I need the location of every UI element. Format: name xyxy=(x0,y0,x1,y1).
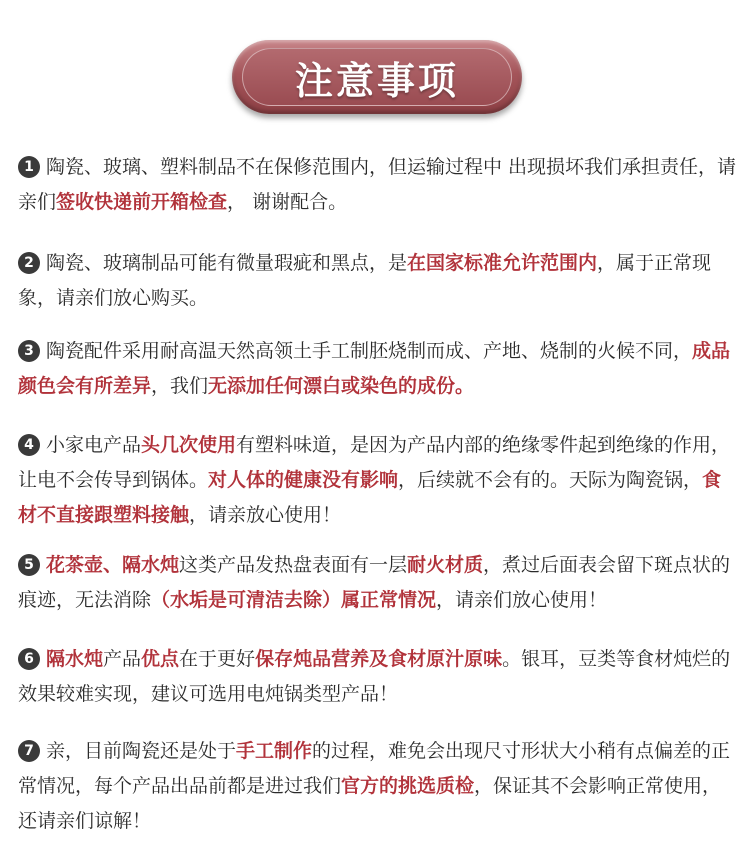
note-number-badge: 7 xyxy=(18,740,40,762)
note-item xyxy=(18,548,738,618)
note-highlight-text: 隔水炖 xyxy=(46,648,104,670)
page-title: 注意事项 xyxy=(294,58,459,103)
note-text: ，煮过后面表会留下斑点状的痕迹，无法消除 xyxy=(18,554,731,611)
note-item xyxy=(18,334,738,404)
note-highlight-text: 在国家标准允许范围内 xyxy=(407,252,598,274)
note-item xyxy=(18,150,738,220)
title-banner-inner xyxy=(242,48,512,106)
note-text: 陶瓷配件采用耐高温天然高领土手工制胚烧制而成、产地、烧制的火候不同， xyxy=(46,340,693,362)
note-text: 有塑料味道，是因为产品内部的绝缘零件起到绝缘的作用，让电不会传导到锅体。 xyxy=(18,434,731,491)
note-number-badge: 5 xyxy=(18,554,40,576)
note-text: ，请亲放心使用！ xyxy=(189,504,342,526)
note-highlight-text: 保存炖品营养及食材原汁原味 xyxy=(255,648,503,670)
note-highlight-text: 食材不直接跟塑料接触 xyxy=(18,469,722,526)
note-text: ，我们 xyxy=(151,375,209,397)
note-highlight-text: 优点 xyxy=(141,648,180,670)
note-text: 在于更好 xyxy=(179,648,256,670)
note-highlight-text: 签收快递前开箱检查 xyxy=(56,191,228,213)
note-number-badge: 4 xyxy=(18,434,40,456)
note-text: 这类产品发热盘表面有一层 xyxy=(179,554,408,576)
note-highlight-text: 花茶壶、隔水炖 xyxy=(46,554,180,576)
note-text: ，请亲们放心使用！ xyxy=(436,589,608,611)
note-highlight-text: 耐火材质 xyxy=(407,554,484,576)
note-text: 的过程，难免会出现尺寸形状大小稍有点偏差的正常情况，每个产品出品前都是进过我们 xyxy=(18,740,731,797)
note-highlight-text: 手工制作 xyxy=(236,740,313,762)
note-text: 亲，目前陶瓷还是处于 xyxy=(46,740,237,762)
note-highlight-text: 成品颜色会有所差异 xyxy=(18,340,731,397)
note-item xyxy=(18,734,738,839)
note-text: 小家电产品 xyxy=(46,434,142,456)
note-text: 。银耳，豆类等食材炖烂的效果较难实现，建议可选用电炖锅类型产品！ xyxy=(18,648,731,705)
note-highlight-text: 对人体的健康没有影响 xyxy=(208,469,399,491)
note-number-badge: 1 xyxy=(18,156,40,178)
note-text: ，属于正常现象，请亲们放心购买。 xyxy=(18,252,712,309)
note-highlight-text: 无添加任何漂白或染色的成份。 xyxy=(208,375,475,397)
note-number-badge: 3 xyxy=(18,340,40,362)
note-number-badge: 2 xyxy=(18,252,40,274)
note-item xyxy=(18,642,738,712)
note-item xyxy=(18,428,738,533)
note-text: 产品 xyxy=(103,648,142,670)
note-highlight-text: 头几次使用 xyxy=(141,434,237,456)
note-text: ，保证其不会影响正常使用，还请亲们谅解！ xyxy=(18,775,722,832)
note-text: 陶瓷、玻璃制品可能有微量瑕疵和黑点，是 xyxy=(46,252,408,274)
note-highlight-text: 官方的挑选质检 xyxy=(341,775,475,797)
title-banner xyxy=(232,40,522,114)
note-item xyxy=(18,246,738,316)
note-text: ， 谢谢配合。 xyxy=(227,191,348,213)
note-highlight-text: （水垢是可清洁去除）属正常情况 xyxy=(151,589,437,611)
note-text: 陶瓷、玻璃、塑料制品不在保修范围内，但运输过程中 出现损坏我们承担责任，请亲们 xyxy=(18,156,737,213)
note-text: ，后续就不会有的。天际为陶瓷锅， xyxy=(398,469,703,491)
note-number-badge: 6 xyxy=(18,648,40,670)
